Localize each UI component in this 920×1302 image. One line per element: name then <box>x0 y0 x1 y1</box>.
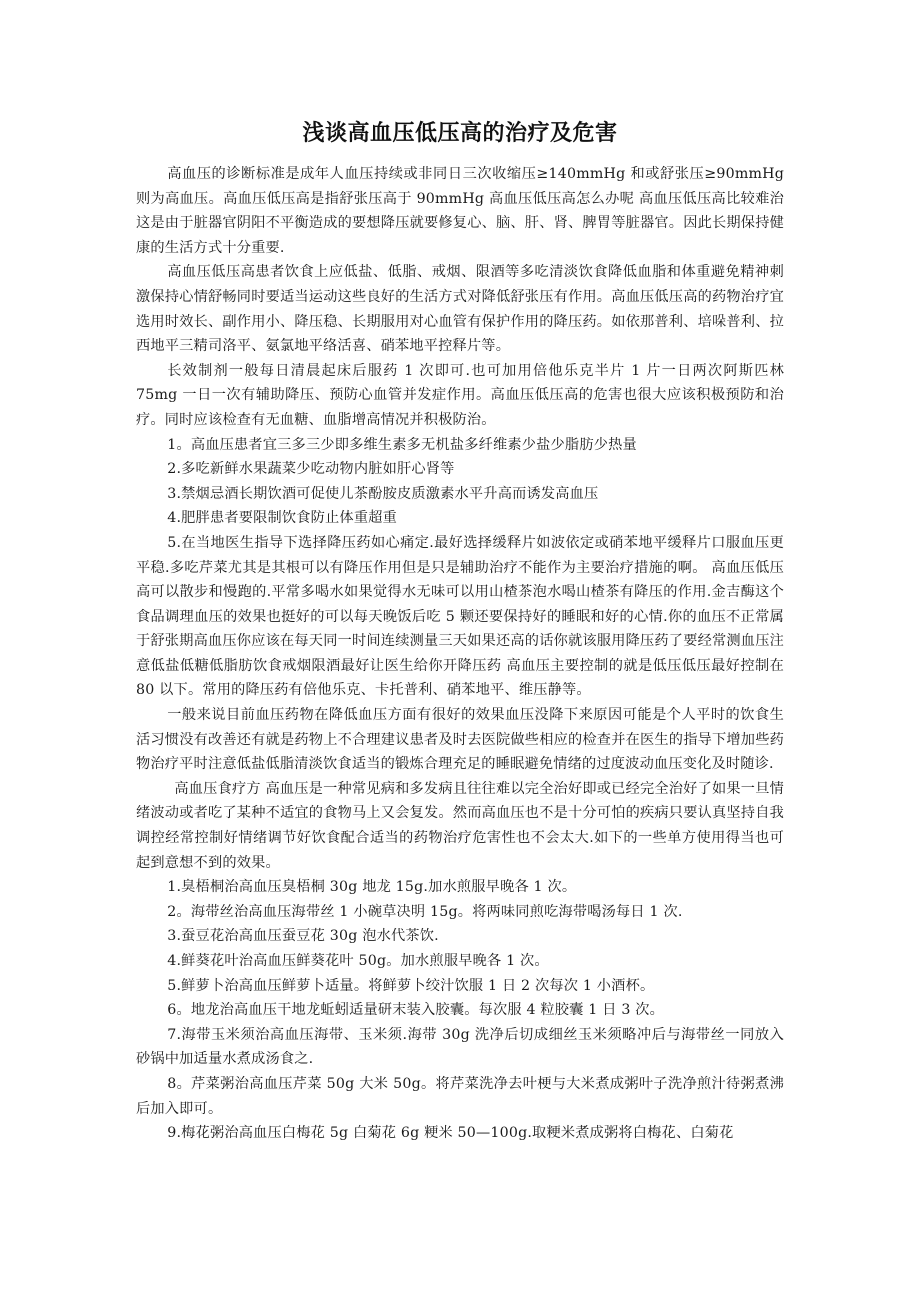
remedy-item-2: 2。海带丝治高血压海带丝 1 小碗草决明 15g。将两味同煎吃海带喝汤每日 1 次. <box>167 903 683 920</box>
paragraph-long-acting: 长效制剂一般每日清晨起床后服药 1 次即可.也可加用倍他乐克半片 1 片一日两次阿斯匹林 75mg 一日一次有辅助降压、预防心血管并发症作用。高血压低压高的危害也很大应该积极预防和治疗。同时应该检查有无血糖、血脂增高情况并积极防治。 <box>136 362 784 428</box>
remedy-item-1: 1.臭梧桐治高血压臭梧桐 30g 地龙 15g.加水煎服早晚各 1 次。 <box>167 879 577 896</box>
tip-item-5: 5.在当地医生指导下选择降压药如心痛定.最好选择缓释片如波依定或硝苯地平缓释片口服血压更平稳.多吃芹菜尤其是其根可以有降压作用但是只是辅助治疗不能作为主要治疗措施的啊。 高血压低压高可以散步和慢跑的.平常多喝水如果觉得水无味可以用山楂茶泡水喝山楂茶有降压的作用.金吉酶这个食品调理血压的效果也挺好的可以每天晚饭后吃 5 颗还要保持好的睡眠和好的心情.你的血压不正常属于舒张期高血压你应该在每天同一时间连续测量三天如果还高的话你就该服用降压药了要经常测血压注意低盐低糖低脂肪饮食戒烟限酒最好让医生给你开降压药 高血压主要控制的就是低压低压最好控制在 80 以下。常用的降压药有倍他乐克、卡托普利、硝苯地平、维压静等。 <box>136 534 784 699</box>
document-title: 浅谈高血压低压高的治疗及危害 <box>302 121 618 146</box>
remedy-item-7: 7.海带玉米须治高血压海带、玉米须.海带 30g 洗净后切成细丝玉米须略冲后与海带丝一同放入砂锅中加适量水煮成汤食之. <box>136 1026 784 1068</box>
paragraph-diet-therapy: 高血压食疗方 高血压是一种常见病和多发病且往往难以完全治好即或已经完全治好了如果一旦情绪波动或者吃了某种不适宜的食物马上又会复发。然而高血压也不是十分可怕的疾病只要认真坚持自我调控经常控制好情绪调节好饮食配合适当的药物治疗危害性也不会太大.如下的一些单方使用得当也可起到意想不到的效果。 <box>136 780 784 871</box>
paragraph-diagnosis: 高血压的诊断标准是成年人血压持续或非同日三次收缩压≥140mmHg 和或舒张压≥90mmHg 则为高血压。高血压低压高是指舒张压高于 90mmHg 高血压低压高怎么办呢 高血压低压高比较难治这是由于脏器官阴阳不平衡造成的要想降压就要修复心、脑、肝、肾、脾胃等脏器官。因此长期保持健康的生活方式十分重要. <box>136 166 784 256</box>
tip-item-3: 3.禁烟忌酒长期饮酒可促使儿茶酚胺皮质激素水平升高而诱发高血压 <box>167 485 599 502</box>
paragraph-diet-drugs: 高血压低压高患者饮食上应低盐、低脂、戒烟、限酒等多吃清淡饮食降低血脂和体重避免精神刺激保持心情舒畅同时要适当运动这些良好的生活方式对降低舒张压有作用。高血压低压高的药物治疗宜选用时效长、副作用小、降压稳、长期服用对心血管有保护作用的降压药。如依那普利、培哚普利、拉西地平三精司洛平、氨氯地平络活喜、硝苯地平控释片等。 <box>136 264 784 355</box>
remedy-item-6: 6。地龙治高血压干地龙蚯蚓适量研末装入胶囊。每次服 4 粒胶囊 1 日 3 次。 <box>167 1002 665 1019</box>
tip-item-2: 2.多吃新鲜水果蔬菜少吃动物内脏如肝心肾等 <box>167 461 455 478</box>
tip-item-1: 1。高血压患者宜三多三少即多维生素多无机盐多纤维素少盐少脂肪少热量 <box>167 436 637 453</box>
remedy-item-4: 4.鲜葵花叶治高血压鲜葵花叶 50g。加水煎服早晚各 1 次。 <box>167 953 549 969</box>
remedy-item-8: 8。芹菜粥治高血压芹菜 50g 大米 50g。将芹菜洗净去叶梗与大米煮成粥叶子洗净煎汁待粥煮沸后加入即可。 <box>136 1075 784 1117</box>
tip-item-4: 4.肥胖患者要限制饮食防止体重超重 <box>167 510 397 527</box>
remedy-item-9: 9.梅花粥治高血压白梅花 5g 白菊花 6g 粳米 50—100g.取粳米煮成粥将白梅花、白菊花 <box>167 1125 734 1142</box>
remedy-item-5: 5.鲜萝卜治高血压鲜萝卜适量。将鲜萝卜绞汁饮服 1 日 2 次每次 1 小酒杯。 <box>167 977 655 994</box>
paragraph-medication-effect: 一般来说目前血压药物在降低血压方面有很好的效果血压没降下来原因可能是个人平时的饮食生活习惯没有改善还有就是药物上不合理建议患者及时去医院做些相应的检查并在医生的指导下增加些药物治疗平时注意低盐低脂清淡饮食适当的锻炼合理充足的睡眠避免情绪的过度波动血压变化及时随诊. <box>136 707 784 773</box>
remedy-item-3: 3.蚕豆花治高血压蚕豆花 30g 泡水代茶饮. <box>167 928 439 945</box>
